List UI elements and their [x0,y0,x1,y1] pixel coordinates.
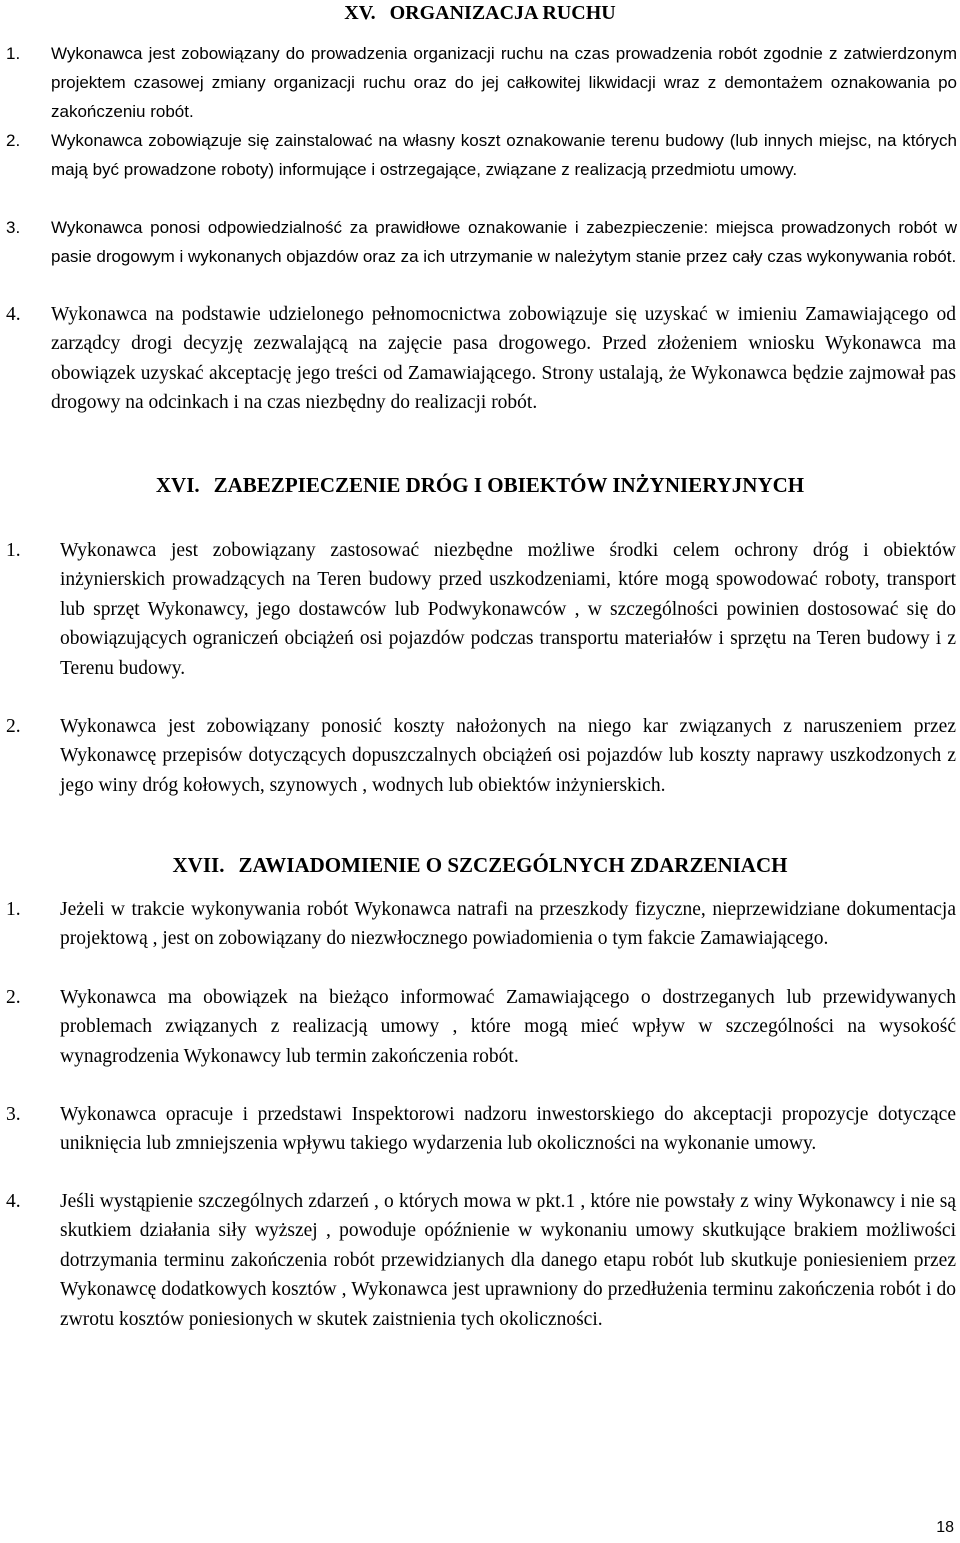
section-number: XV. [344,2,376,24]
item-text: Wykonawca jest zobowiązany do prowadzenia organizacji ruchu na czas prowadzenia robót zgodnie z zatwierdzonym projektem czasowej zmiany organizacji ruchu oraz do jej całkowitej likwidacji wraz z demontażem oznakowania po zakończeniu robót. [51,44,957,121]
section-heading-xvii [0,853,960,877]
section-heading-xvi [0,473,960,497]
item-number: 2. [6,131,21,150]
section-title: ORGANIZACJA RUCHU [389,2,616,24]
item-number: 4. [6,304,21,325]
item-text: Wykonawca zobowiązuje się zainstalować na własny koszt oznakowanie terenu budowy (lub innych miejsc, na których mają być prowadzone roboty) informujące i ostrzegające, związane z realizacją przedmiotu umowy. [51,131,957,179]
item-text: Wykonawca ponosi odpowiedzialność za prawidłowe oznakowanie i zabezpieczenie: miejsca prowadzonych robót w pasie drogowym i wykonanych objazdów oraz za ich utrzymanie w należytym stanie przez cały czas wykonywania robót. [51,218,957,266]
item-number: 1. [6,540,21,561]
item-number: 1. [6,44,21,63]
item-number: 2. [6,716,21,737]
item-number: 3. [6,1104,21,1125]
section-number: XVII. [172,853,225,877]
item-text: Wykonawca opracuje i przedstawi Inspektorowi nadzoru inwestorskiego do akceptacji propozycje dotyczące uniknięcia lub zmniejszenia wpływu takiego wydarzenia lub okoliczności na wykonanie umowy. [60,1104,956,1155]
item-text: Jeżeli w trakcie wykonywania robót Wykonawca natrafi na przeszkody fizyczne, nieprzewidziane dokumentacja projektową , jest on zobowiązany do niezwłocznego powiadomienia o tym fakcie Zamawiającego. [60,899,956,950]
item-text: Jeśli wystąpienie szczególnych zdarzeń , o których mowa w pkt.1 , które nie powstały z winy Wykonawcy i nie są skutkiem działania siły wyższej , powoduje opóźnienie w wykonaniu umowy skutkujące brakiem możliwości dotrzymania terminu zakończenia robót przewidzianych dla danego etapu robót lub skutkuje poniesieniem przez Wykonawcę dodatkowych kosztów , Wykonawca jest uprawniony do przedłużenia terminu zakończenia robót i do zwrotu kosztów poniesionych w skutek zaistnienia tych okoliczności. [60,1191,956,1330]
page-number: 18 [936,1519,954,1536]
section-title: ZABEZPIECZENIE DRÓG I OBIEKTÓW INŻYNIERYJNYCH [213,473,805,497]
item-number: 1. [6,899,21,920]
item-text: Wykonawca jest zobowiązany ponosić koszty nałożonych na niego kar związanych z naruszeniem przez Wykonawcę przepisów dotyczących dopuszczalnych obciążeń osi pojazdów lub koszty naprawy uszkodzonych z jego winy dróg kołowych, szynowych , wodnych lub obiektów inżynierskich. [60,716,956,796]
item-text: Wykonawca ma obowiązek na bieżąco informować Zamawiającego o dostrzeganych lub przewidywanych problemach związanych z realizacją umowy , które mogą mieć wpływ w szczególności na wysokość wynagrodzenia Wykonawcy lub termin zakończenia robót. [60,987,956,1067]
item-text: Wykonawca jest zobowiązany zastosować niezbędne możliwe środki celem ochrony dróg i obiektów inżynierskich prowadzących na Teren budowy przed uszkodzeniami, które mogą spowodować roboty, transport lub sprzęt Wykonawcy, jego dostawców lub Podwykonawców , w szczególności powinien dostosować się do obowiązujących ograniczeń obciążeń osi pojazdów podczas transportu materiałów i sprzętu na Teren budowy i z Terenu budowy. [60,540,956,679]
item-text: Wykonawca na podstawie udzielonego pełnomocnictwa zobowiązuje się uzyskać w imieniu Zamawiającego od zarządcy drogi decyzję zezwalającą na zajęcie pasa drogowego. Przed złożeniem wniosku Wykonawca ma obowiązek uzyskać akceptację jego treści od Zamawiającego. Strony ustalają, że Wykonawca będzie zajmował pas drogowy na odcinkach i na czas niezbędny do realizacji robót. [51,304,956,414]
item-number: 2. [6,987,21,1008]
section-title: ZAWIADOMIENIE O SZCZEGÓLNYCH ZDARZENIACH [238,853,788,877]
section-heading-xv [0,1,960,25]
item-number: 3. [6,218,21,237]
section-number: XVI. [155,473,200,497]
item-number: 4. [6,1191,21,1212]
